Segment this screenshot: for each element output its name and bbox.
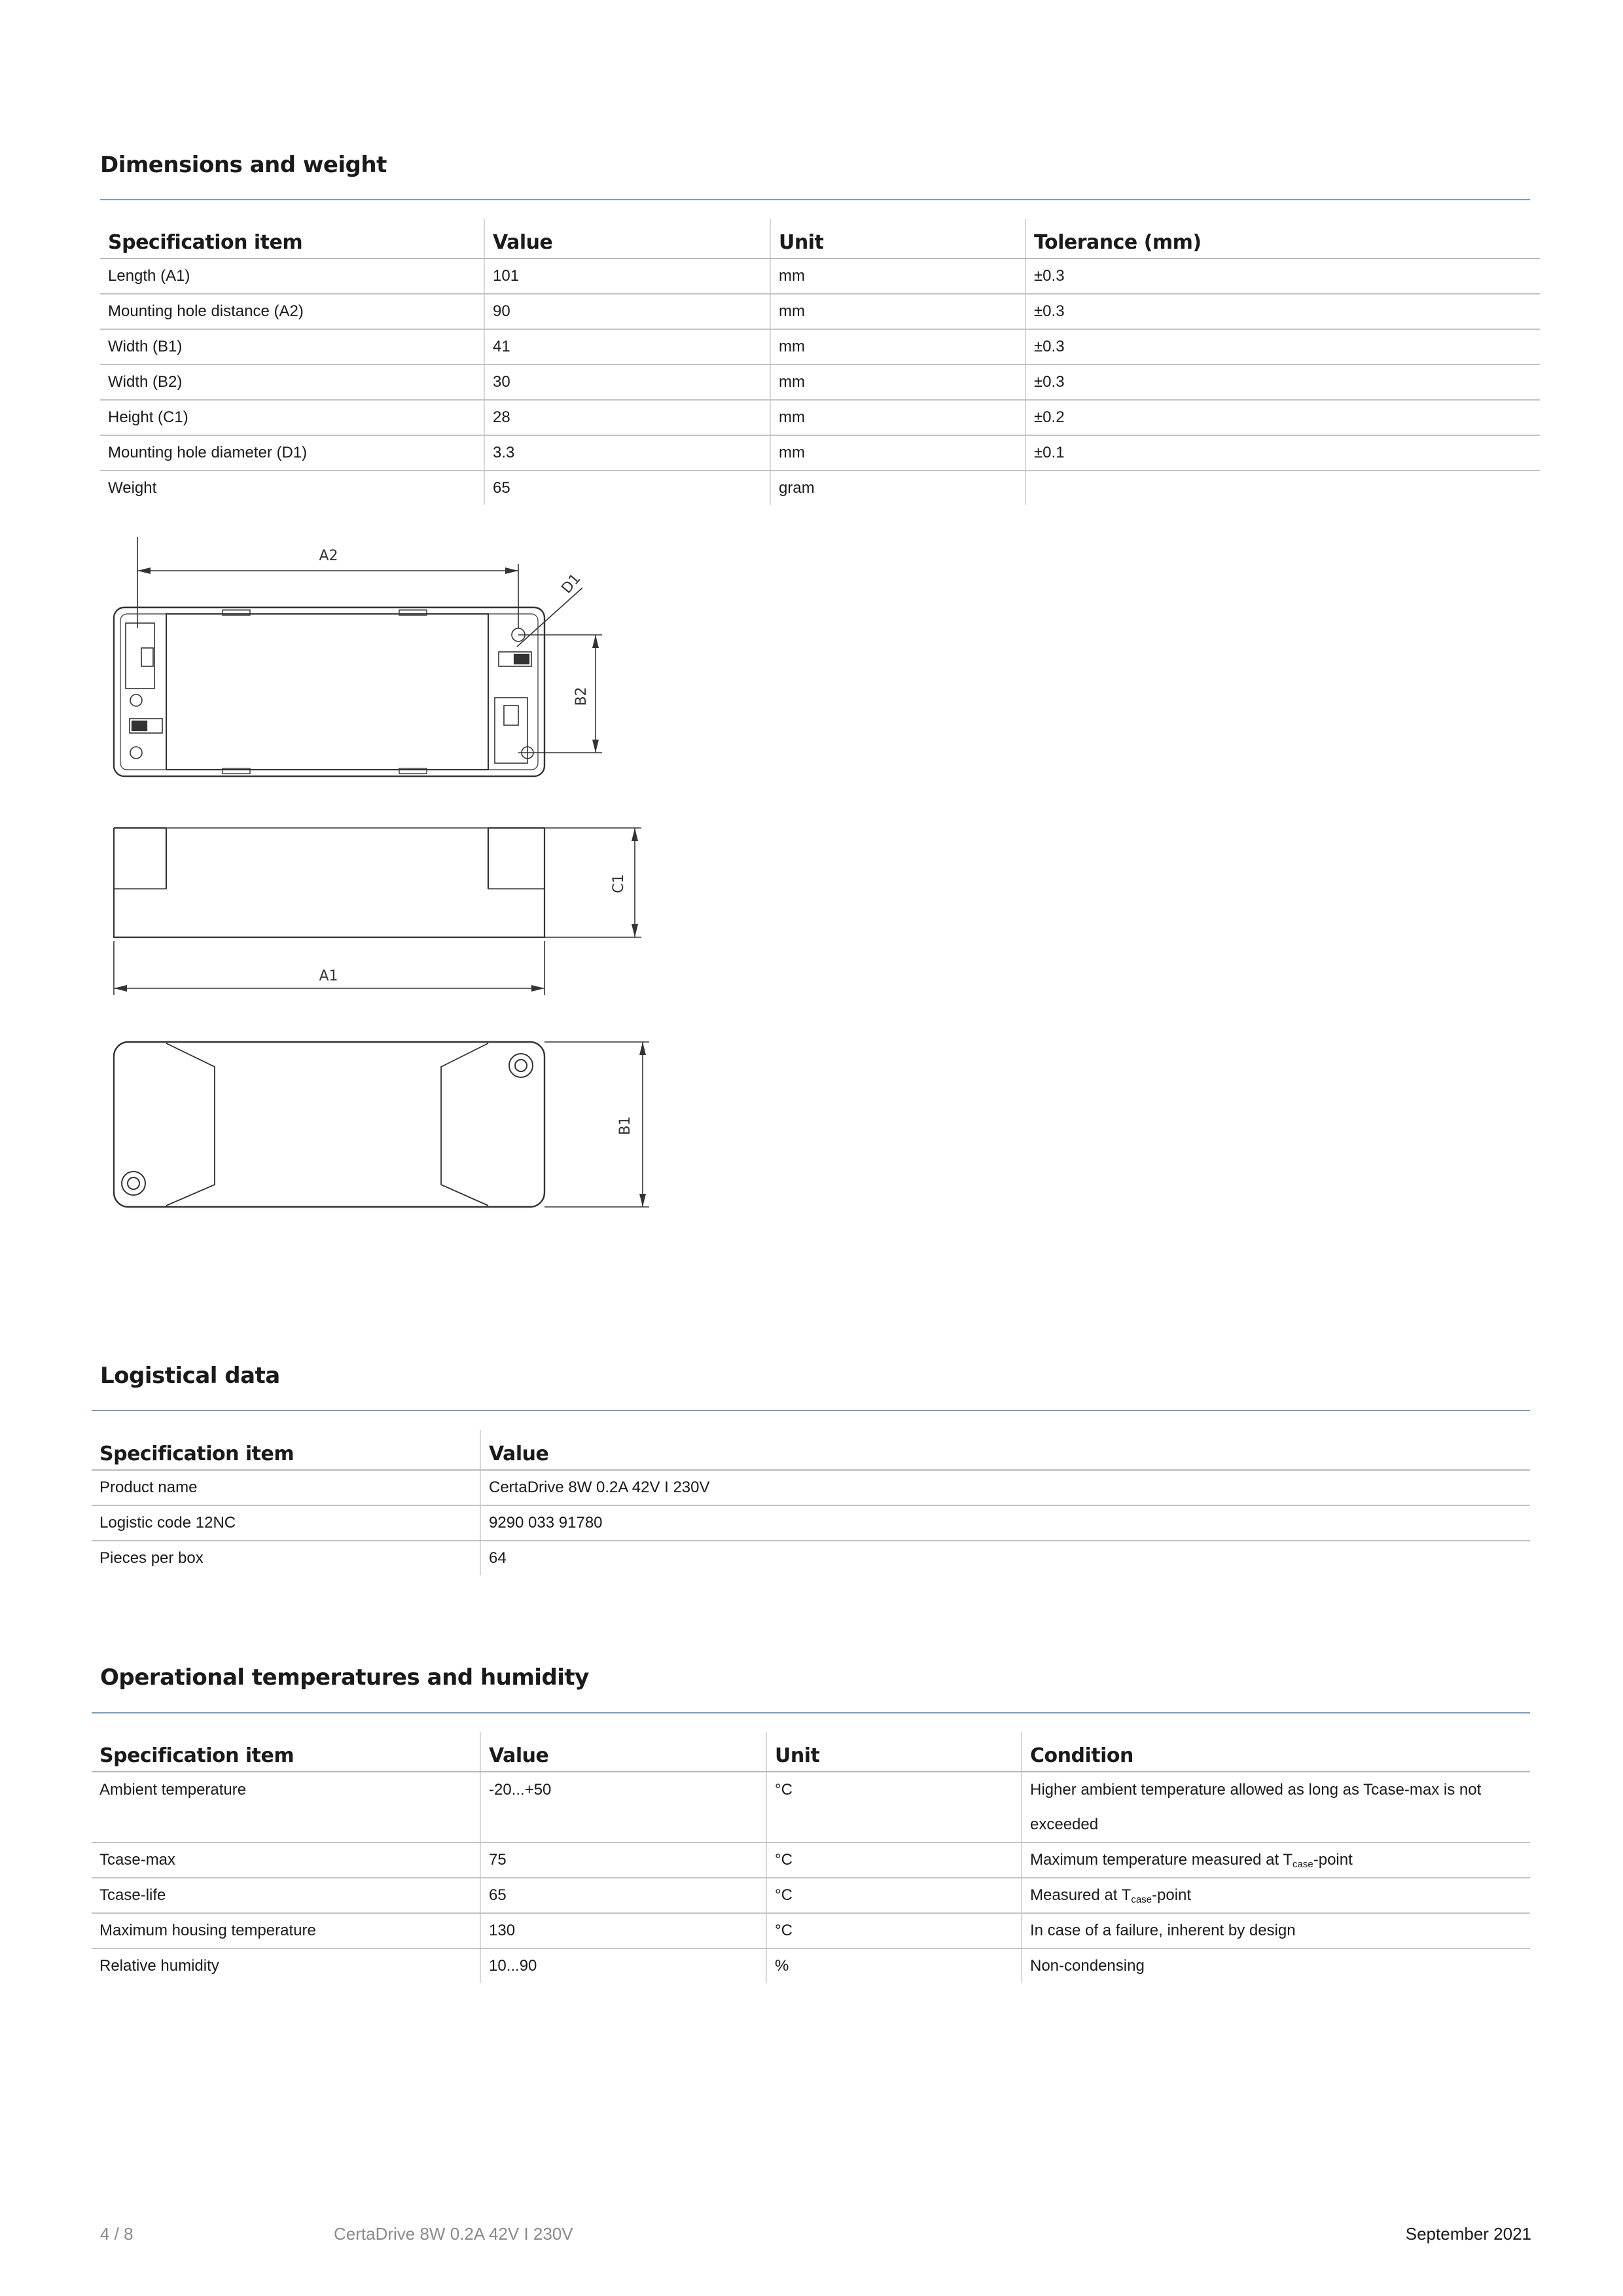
dim-label-a2: A2 (319, 548, 338, 564)
condition-text: Maximum temperature measured at T (1030, 1850, 1293, 1869)
dim-label-a1: A1 (319, 968, 338, 984)
footer-page-number: 4 / 8 (100, 2224, 134, 2244)
table-cell: Higher ambient temperature allowed as long as Tcase-max is not exceeded (1022, 1772, 1530, 1842)
condition-text: -point (1313, 1850, 1353, 1869)
operational-table (92, 1732, 1530, 1983)
table-cell: Length (A1) (100, 259, 484, 294)
footer-product-name: CertaDrive 8W 0.2A 42V I 230V (334, 2224, 573, 2244)
column-header: Unit (766, 1732, 1022, 1772)
table-cell: mm (770, 435, 1026, 471)
table-cell: Height (C1) (100, 400, 484, 435)
table-cell: °C (766, 1913, 1022, 1948)
table-cell (1026, 471, 1540, 505)
section-divider (92, 1712, 1530, 1713)
table-cell: mm (770, 365, 1026, 400)
table-cell: ±0.3 (1026, 365, 1540, 400)
subscript-case: case (1293, 1858, 1313, 1870)
table-header-row (92, 1430, 1530, 1470)
table-row (92, 1948, 1530, 1983)
table-header-row (100, 219, 1540, 259)
table-cell: Non-condensing (1022, 1948, 1530, 1983)
column-header: Specification item (92, 1430, 480, 1470)
dimensions-table (100, 219, 1540, 505)
table-cell: Width (B2) (100, 365, 484, 400)
dimension-drawing (98, 537, 654, 1224)
table-cell: Width (B1) (100, 329, 484, 365)
table-cell: ±0.3 (1026, 259, 1540, 294)
table-cell: Logistic code 12NC (92, 1505, 480, 1541)
table-cell: mm (770, 400, 1026, 435)
column-header: Unit (770, 219, 1026, 259)
table-row (92, 1541, 1530, 1575)
table-cell: Mounting hole diameter (D1) (100, 435, 484, 471)
table-cell: °C (766, 1772, 1022, 1842)
condition-text: Measured at T (1030, 1886, 1132, 1904)
table-row (100, 329, 1540, 365)
table-cell: 10...90 (480, 1948, 766, 1983)
section-title-logistical: Logistical data (100, 1363, 280, 1389)
top-view (114, 537, 602, 776)
column-header: Specification item (100, 219, 484, 259)
condition-text: -point (1152, 1886, 1192, 1904)
table-row (92, 1842, 1530, 1878)
table-cell: Tcase-max (92, 1842, 480, 1878)
table-cell: 41 (484, 329, 770, 365)
column-header: Specification item (92, 1732, 480, 1772)
column-header: Value (480, 1732, 766, 1772)
table-header-row (92, 1732, 1530, 1772)
table-row (92, 1505, 1530, 1541)
table-row (100, 400, 1540, 435)
table-cell: mm (770, 259, 1026, 294)
section-divider (92, 1410, 1530, 1411)
table-cell (1022, 1842, 1530, 1878)
table-cell: In case of a failure, inherent by design (1022, 1913, 1530, 1948)
dim-label-b1: B1 (617, 1116, 633, 1136)
column-header: Value (484, 219, 770, 259)
table-cell: 101 (484, 259, 770, 294)
table-cell: °C (766, 1878, 1022, 1913)
table-row (92, 1913, 1530, 1948)
table-row (100, 259, 1540, 294)
table-cell: 9290 033 91780 (480, 1505, 1530, 1541)
table-cell (1022, 1878, 1530, 1913)
table-cell: Mounting hole distance (A2) (100, 294, 484, 329)
table-row (92, 1772, 1530, 1842)
column-header: Condition (1022, 1732, 1530, 1772)
dim-label-c1: C1 (611, 874, 627, 893)
table-cell: Product name (92, 1470, 480, 1505)
table-cell: 130 (480, 1913, 766, 1948)
section-title-dimensions: Dimensions and weight (100, 152, 387, 178)
section-divider (100, 199, 1530, 200)
column-header: Tolerance (mm) (1026, 219, 1540, 259)
table-cell: 75 (480, 1842, 766, 1878)
table-cell: CertaDrive 8W 0.2A 42V I 230V (480, 1470, 1530, 1505)
table-cell: 3.3 (484, 435, 770, 471)
column-header: Value (480, 1430, 1530, 1470)
table-cell: 65 (484, 471, 770, 505)
table-cell: Weight (108, 479, 157, 497)
table-cell: 64 (480, 1541, 1530, 1575)
dim-label-d1: D1 (558, 571, 584, 597)
table-cell: Relative humidity (99, 1957, 219, 1975)
side-view (114, 828, 641, 995)
subscript-case: case (1131, 1893, 1152, 1905)
table-cell: % (766, 1948, 1022, 1983)
table-cell: 65 (480, 1878, 766, 1913)
table-cell: Maximum housing temperature (92, 1913, 480, 1948)
table-row (100, 294, 1540, 329)
table-cell: ±0.3 (1026, 294, 1540, 329)
section-title-operational: Operational temperatures and humidity (100, 1664, 589, 1691)
table-cell: ±0.1 (1026, 435, 1540, 471)
table-row (92, 1878, 1530, 1913)
table-cell: Pieces per box (99, 1549, 204, 1567)
table-cell: °C (766, 1842, 1022, 1878)
table-cell: 28 (484, 400, 770, 435)
table-cell: ±0.3 (1026, 329, 1540, 365)
table-cell: -20...+50 (480, 1772, 766, 1842)
footer-date: September 2021 (1405, 2224, 1531, 2244)
bottom-view (114, 1042, 649, 1207)
table-row (100, 365, 1540, 400)
table-cell: ±0.2 (1026, 400, 1540, 435)
table-cell: 30 (484, 365, 770, 400)
table-cell: mm (770, 294, 1026, 329)
table-cell: Ambient temperature (92, 1772, 480, 1842)
dim-label-b2: B2 (573, 687, 590, 706)
table-cell: Tcase-life (92, 1878, 480, 1913)
table-row (100, 435, 1540, 471)
table-cell: 90 (484, 294, 770, 329)
table-row (92, 1470, 1530, 1505)
table-cell: mm (770, 329, 1026, 365)
table-cell: gram (770, 471, 1026, 505)
table-row (100, 471, 1540, 505)
logistical-table (92, 1430, 1530, 1575)
